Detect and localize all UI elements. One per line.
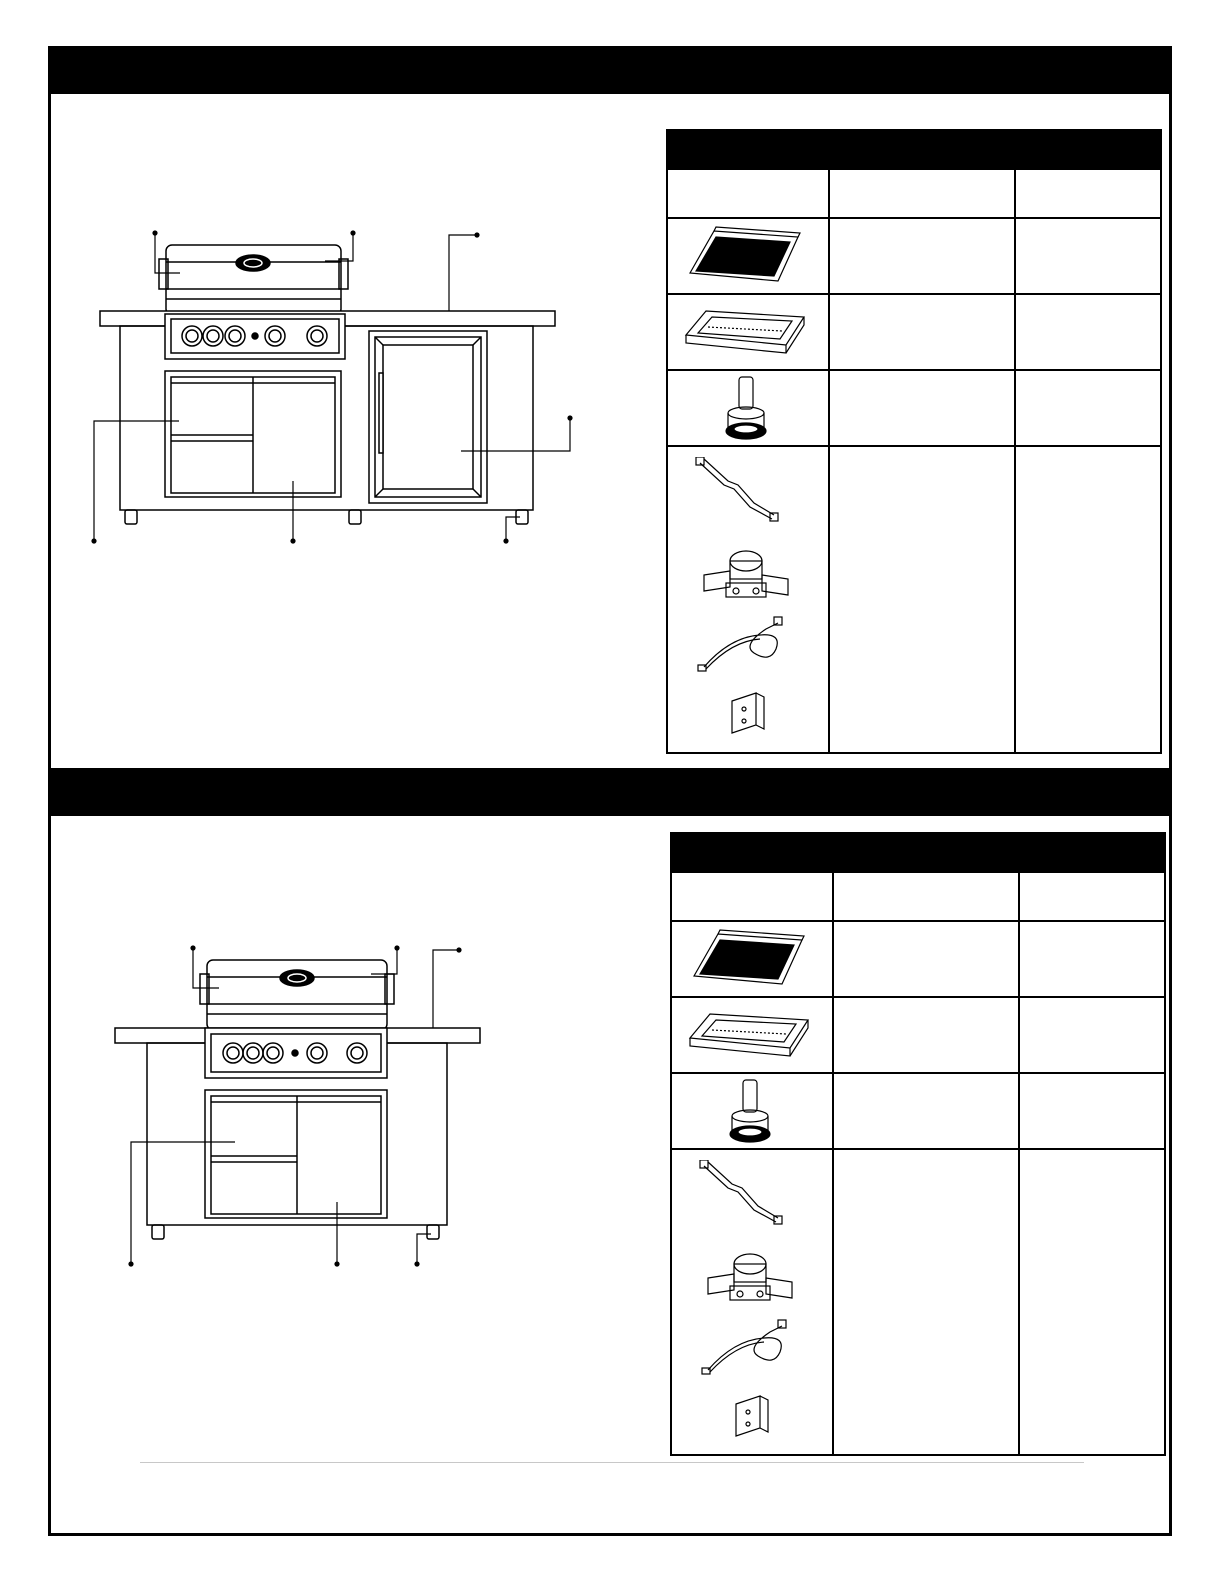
bracket-icon — [732, 693, 764, 733]
section-1-header-band — [48, 46, 1172, 94]
regulator-icon — [704, 551, 788, 597]
grill-control-panel — [165, 314, 345, 359]
table-header-bar — [672, 834, 1164, 873]
table-row — [668, 293, 1160, 369]
smoker-tray-icon — [684, 305, 806, 355]
hose-elbow-icon — [696, 457, 778, 521]
gas-hose-icon — [698, 617, 782, 671]
storage-doors — [165, 371, 341, 497]
table-row — [672, 996, 1164, 1072]
table-header-bar — [668, 131, 1160, 170]
refrigerator — [369, 331, 487, 503]
grill-topper-icon — [690, 928, 806, 988]
casters — [152, 1225, 439, 1239]
grill-topper-icon — [686, 225, 802, 285]
knob-bezel-icon — [718, 375, 774, 443]
grill-control-panel — [205, 1028, 387, 1078]
section-2-title — [48, 781, 68, 803]
table-row — [668, 445, 1160, 752]
grill-island-with-fridge-diagram — [85, 225, 585, 560]
grill-island-diagram — [115, 930, 495, 1275]
section-2-header-band — [48, 768, 1172, 816]
casters — [125, 510, 528, 524]
hose-elbow-icon — [700, 1160, 782, 1224]
grill-hood — [200, 960, 394, 1030]
table-row — [668, 369, 1160, 445]
storage-doors — [205, 1090, 387, 1218]
table-row — [672, 1148, 1164, 1454]
accessories-table-2 — [670, 832, 1166, 1456]
grill-hood — [159, 245, 348, 315]
smoker-tray-icon — [688, 1008, 810, 1058]
footer-rule — [140, 1462, 1084, 1463]
gas-conversion-kit-icon — [690, 457, 800, 747]
accessories-table-1 — [666, 129, 1162, 754]
knob-bezel-icon — [722, 1078, 778, 1146]
bracket-icon — [736, 1396, 768, 1436]
table-row — [672, 920, 1164, 996]
gas-hose-icon — [702, 1320, 786, 1374]
section-1-title — [48, 59, 68, 81]
gas-conversion-kit-icon — [694, 1160, 804, 1450]
table-row — [668, 217, 1160, 293]
table-row — [672, 1072, 1164, 1148]
regulator-icon — [708, 1254, 792, 1300]
